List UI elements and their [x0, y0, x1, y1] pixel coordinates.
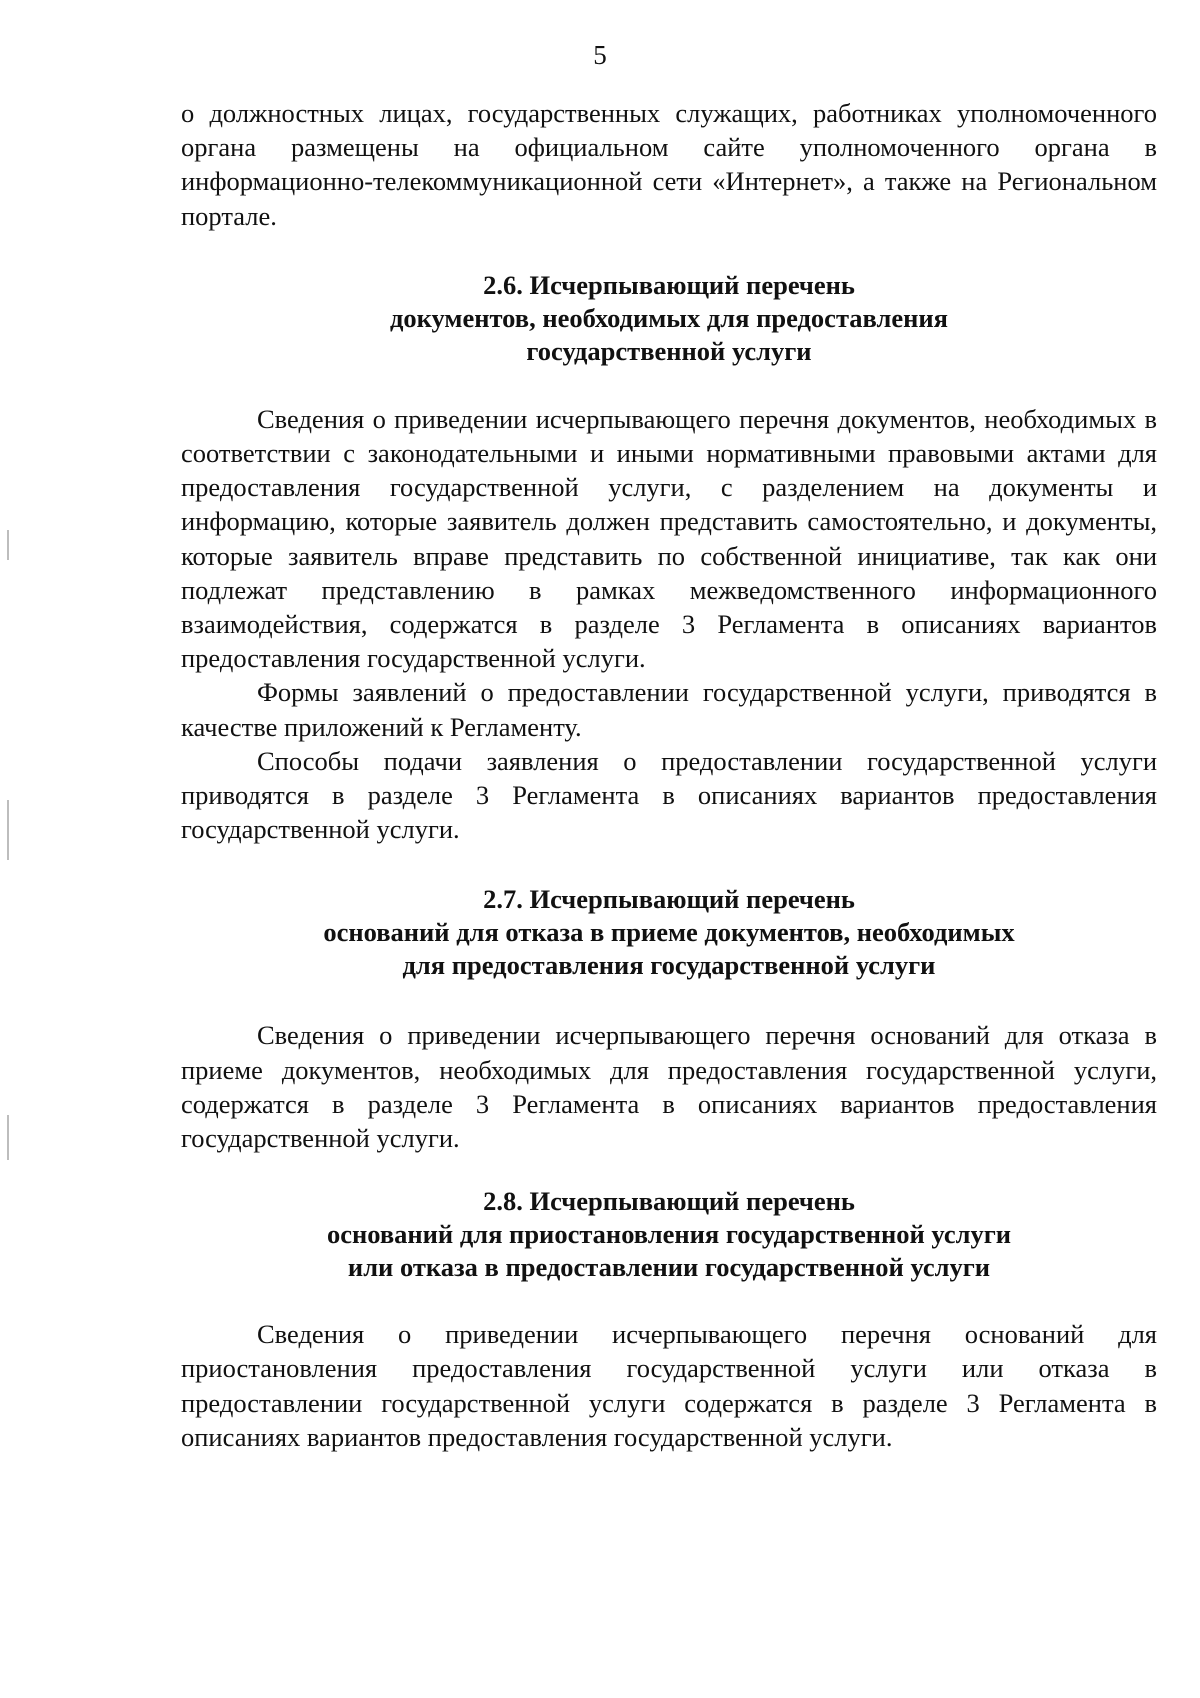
section-2-6-paragraph: Сведения о приведении исчерпывающего перечня документов, необходимых в соответствии с законодательными и иными нормативными правовыми актами для предоставления государственной услуги, с разделением на документы и информацию, которые заявитель должен представить самостоятельно, и документы, которые заявитель вправе представить по собственной инициативе, так как они подлежат представлению в рамках межведомственного информационного взаимодействия, содержатся в разделе 3 Регламента в описаниях вариантов предоставления государственной услуги. [181, 403, 1157, 674]
section-2-6-heading [181, 269, 1157, 368]
page-number: 5 [593, 40, 607, 70]
section-2-8-heading-line: или отказа в предоставлении государственной услуги [347, 1252, 991, 1283]
section-2-7-heading-line: для предоставления государственной услуги [402, 950, 936, 981]
section-2-6-heading-line: документов, необходимых для предоставления [389, 302, 948, 333]
section-2-6-heading-line: государственной услуги [526, 335, 812, 366]
section-2-6-heading-line: 2.6. Исчерпывающий перечень [483, 269, 855, 300]
section-2-8-heading-line: оснований для приостановления государственной услуги [326, 1219, 1012, 1250]
section-2-7-heading [181, 883, 1157, 982]
section-2-7-heading-line: оснований для отказа в приеме документов, необходимых [323, 917, 1015, 948]
section-2-6-paragraph: Формы заявлений о предоставлении государственной услуги, приводятся в качестве приложений к Регламенту. [181, 677, 1157, 742]
scan-artifact [7, 530, 9, 560]
page-content [181, 96, 1157, 1454]
intro-paragraph: о должностных лицах, государственных служащих, работниках уполномоченного органа размещены на официальном сайте уполномоченного органа в информационно-телекоммуникационной сети «Интернет», а также на Региональном портале. [181, 98, 1157, 231]
section-2-7-heading-line: 2.7. Исчерпывающий перечень [483, 884, 855, 915]
section-2-6-paragraph: Способы подачи заявления о предоставлении государственной услуги приводятся в разделе 3 Регламента в описаниях вариантов предоставления государственной услуги. [181, 745, 1157, 845]
section-2-8-paragraph: Сведения о приведении исчерпывающего перечня оснований для приостановления предоставления государственной услуги или отказа в предоставлении государственной услуги содержатся в разделе 3 Регламента в описаниях вариантов предоставления государственной услуги. [181, 1319, 1157, 1452]
scan-artifact [7, 1115, 9, 1160]
scan-artifact [7, 800, 9, 860]
section-2-7-paragraph: Сведения о приведении исчерпывающего перечня оснований для отказа в приеме документов, необходимых для предоставления государственной услуги, содержатся в разделе 3 Регламента в описаниях вариантов предоставления государственной услуги. [181, 1020, 1157, 1154]
section-2-8-heading [181, 1185, 1157, 1284]
section-2-8-heading-line: 2.8. Исчерпывающий перечень [483, 1186, 855, 1217]
